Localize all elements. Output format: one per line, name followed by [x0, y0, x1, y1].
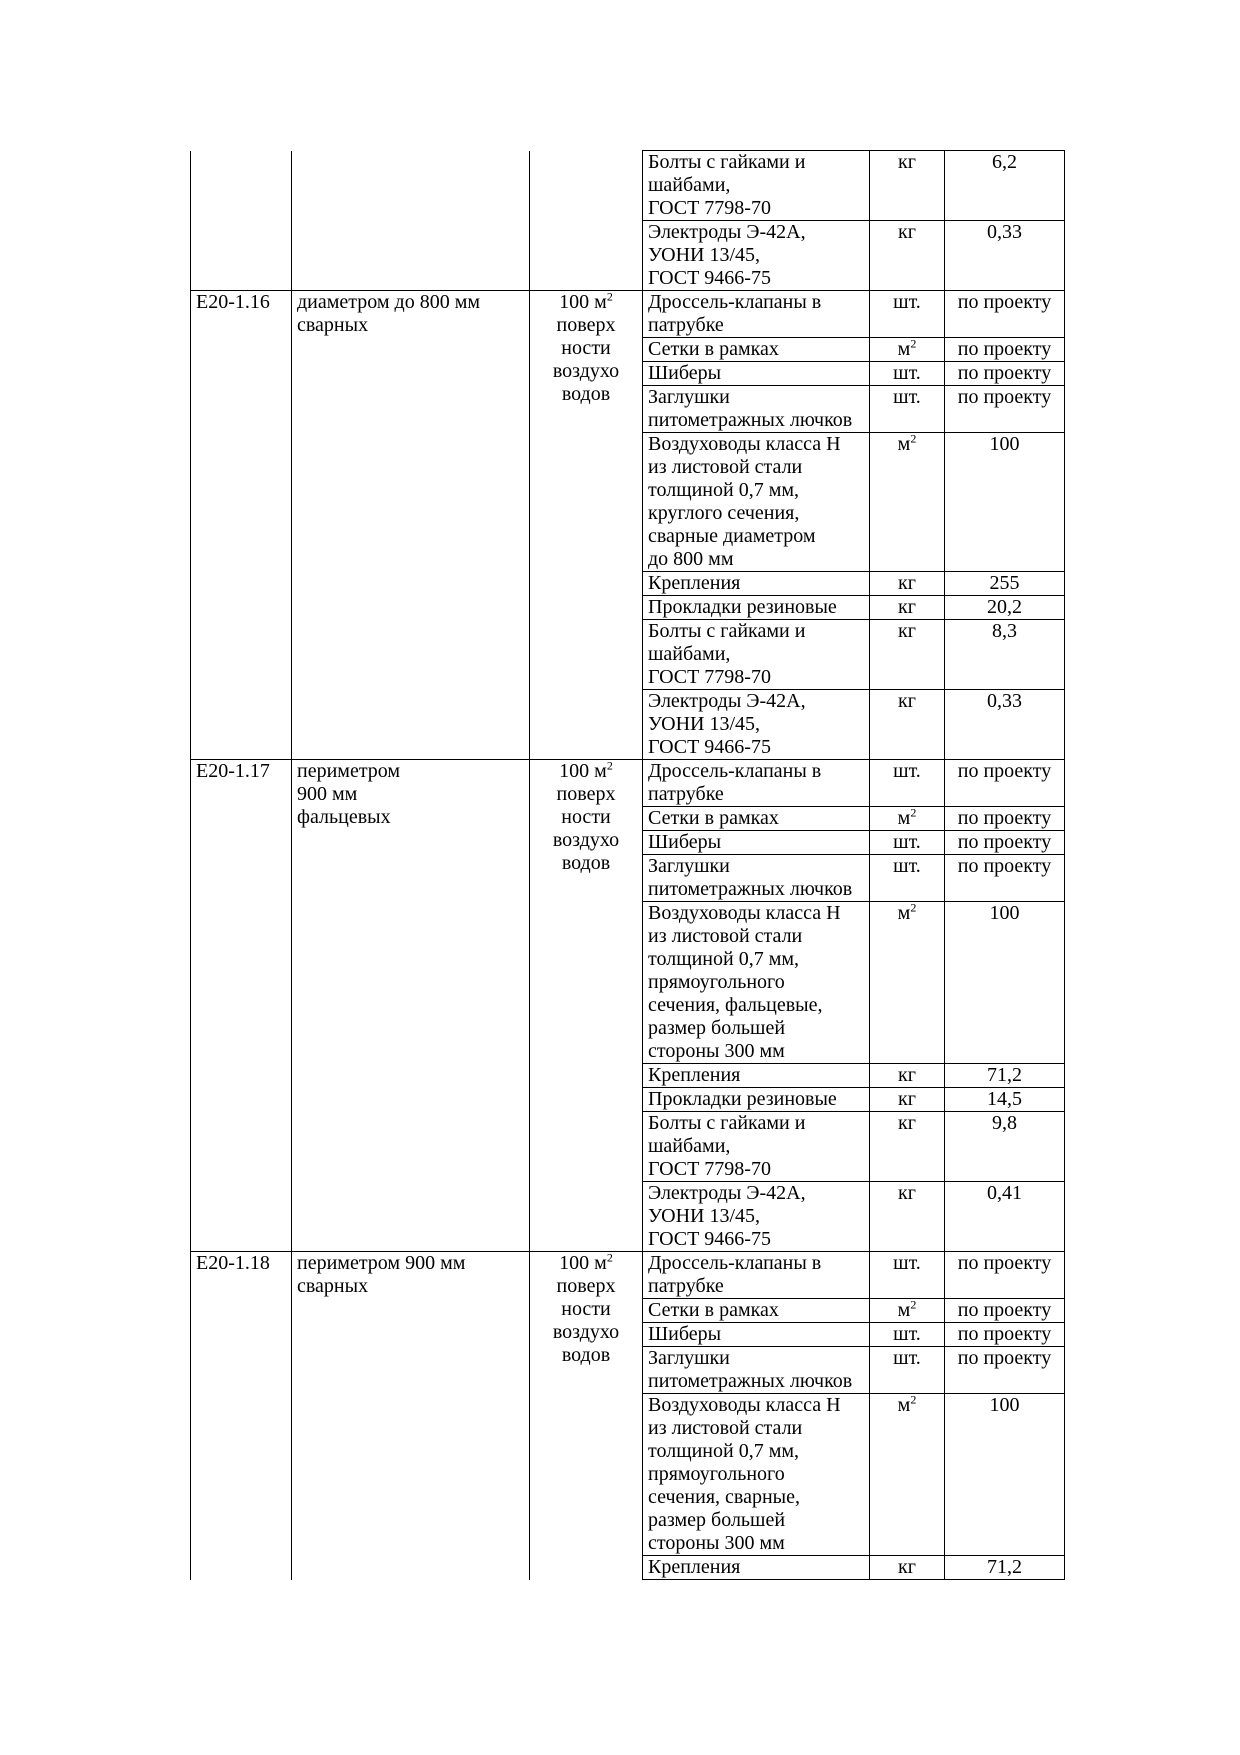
- material-unit: [870, 151, 945, 221]
- material-quantity: по проекту: [945, 807, 1065, 831]
- material-unit-superscript: 2: [910, 336, 917, 351]
- norm-unit: [530, 291, 643, 760]
- material-quantity: 14,5: [945, 1088, 1065, 1112]
- material-quantity: по проекту: [945, 362, 1065, 386]
- material-unit-label: кг: [898, 1088, 916, 1110]
- norm-unit: [530, 151, 643, 291]
- material-unit-label: кг: [898, 572, 916, 594]
- material-unit: [870, 1064, 945, 1088]
- material-name: Воздуховоды класса Н из листовой стали толщиной 0,7 мм, прямоугольного сечения, сварные, размер большей стороны 300 мм: [643, 1394, 870, 1556]
- material-quantity: 0,33: [945, 690, 1065, 760]
- material-quantity: 9,8: [945, 1112, 1065, 1182]
- material-unit-label: кг: [898, 1182, 916, 1204]
- material-unit: [870, 386, 945, 433]
- material-unit-label: шт.: [893, 291, 921, 313]
- norm-unit: [530, 1252, 643, 1580]
- norm-unit-description: поверх ности воздухо водов: [552, 314, 620, 405]
- material-unit-label: м: [897, 902, 911, 924]
- material-quantity: 6,2: [945, 151, 1065, 221]
- material-quantity: по проекту: [945, 831, 1065, 855]
- material-unit-label: шт.: [893, 1323, 921, 1345]
- material-name: Шиберы: [643, 831, 870, 855]
- material-unit-label: шт.: [893, 1252, 921, 1274]
- material-unit: [870, 596, 945, 620]
- material-quantity: по проекту: [945, 1252, 1065, 1299]
- material-name: Сетки в рамках: [643, 807, 870, 831]
- material-quantity: по проекту: [945, 291, 1065, 338]
- material-name: Электроды Э-42А, УОНИ 13/45, ГОСТ 9466-75: [643, 690, 870, 760]
- material-unit: [870, 1394, 945, 1556]
- material-unit-label: кг: [898, 620, 916, 642]
- material-name: Воздуховоды класса Н из листовой стали толщиной 0,7 мм, круглого сечения, сварные диаметром до 800 мм: [643, 433, 870, 572]
- material-unit: [870, 338, 945, 362]
- material-quantity: 255: [945, 572, 1065, 596]
- material-unit-superscript: 2: [910, 1392, 917, 1407]
- norm-unit: [530, 760, 643, 1252]
- material-unit-label: кг: [898, 1112, 916, 1134]
- material-name: Воздуховоды класса Н из листовой стали толщиной 0,7 мм, прямоугольного сечения, фальцевые, размер большей стороны 300 мм: [643, 902, 870, 1064]
- material-unit: [870, 690, 945, 760]
- norm-unit-value: 100 м: [559, 760, 607, 782]
- material-name: Сетки в рамках: [643, 1299, 870, 1323]
- document-page: [190, 150, 1065, 1580]
- table-row: [191, 760, 1065, 807]
- material-unit-superscript: 2: [910, 805, 917, 820]
- material-name: Заглушки питометражных лючков: [643, 1347, 870, 1394]
- material-unit: [870, 831, 945, 855]
- material-name: Электроды Э-42А, УОНИ 13/45, ГОСТ 9466-75: [643, 1182, 870, 1252]
- material-name: Дроссель-клапаны в патрубке: [643, 760, 870, 807]
- material-unit-label: шт.: [893, 760, 921, 782]
- material-quantity: 71,2: [945, 1556, 1065, 1580]
- material-unit-label: м: [897, 807, 911, 829]
- material-unit: [870, 1088, 945, 1112]
- material-name: Болты с гайками и шайбами, ГОСТ 7798-70: [643, 620, 870, 690]
- material-unit: [870, 433, 945, 572]
- material-unit-label: м: [897, 433, 911, 455]
- material-name: Заглушки питометражных лючков: [643, 855, 870, 902]
- material-name: Шиберы: [643, 1323, 870, 1347]
- material-name: Прокладки резиновые: [643, 596, 870, 620]
- material-unit: [870, 1323, 945, 1347]
- material-name: Шиберы: [643, 362, 870, 386]
- material-unit-label: м: [897, 338, 911, 360]
- table-row: [191, 151, 1065, 221]
- material-quantity: по проекту: [945, 1299, 1065, 1323]
- material-name: Дроссель-клапаны в патрубке: [643, 291, 870, 338]
- material-name: Электроды Э-42А, УОНИ 13/45, ГОСТ 9466-75: [643, 221, 870, 291]
- norm-code: Е20-1.17: [191, 760, 292, 1252]
- norm-name: периметром 900 мм сварных: [292, 1252, 530, 1580]
- material-quantity: 8,3: [945, 620, 1065, 690]
- norm-name: [292, 151, 530, 291]
- material-unit-label: м: [897, 1299, 911, 1321]
- material-unit: [870, 1252, 945, 1299]
- material-unit-label: шт.: [893, 362, 921, 384]
- norm-code: [191, 151, 292, 291]
- material-quantity: по проекту: [945, 760, 1065, 807]
- material-quantity: 0,33: [945, 221, 1065, 291]
- material-unit: [870, 221, 945, 291]
- material-unit: [870, 620, 945, 690]
- material-unit-label: шт.: [893, 1347, 921, 1369]
- material-name: Прокладки резиновые: [643, 1088, 870, 1112]
- material-unit: [870, 362, 945, 386]
- material-unit-label: кг: [898, 596, 916, 618]
- material-unit-superscript: 2: [910, 431, 917, 446]
- material-quantity: 100: [945, 902, 1065, 1064]
- norm-code: Е20-1.16: [191, 291, 292, 760]
- material-unit-label: кг: [898, 690, 916, 712]
- norm-unit-superscript: 2: [606, 289, 613, 304]
- material-name: Дроссель-клапаны в патрубке: [643, 1252, 870, 1299]
- material-quantity: по проекту: [945, 855, 1065, 902]
- material-unit-label: кг: [898, 1064, 916, 1086]
- material-quantity: 0,41: [945, 1182, 1065, 1252]
- material-unit-label: шт.: [893, 386, 921, 408]
- material-quantity: по проекту: [945, 386, 1065, 433]
- material-unit: [870, 760, 945, 807]
- material-name: Болты с гайками и шайбами, ГОСТ 7798-70: [643, 151, 870, 221]
- material-unit: [870, 1299, 945, 1323]
- material-name: Крепления: [643, 1064, 870, 1088]
- material-unit-label: кг: [898, 1556, 916, 1578]
- material-name: Крепления: [643, 1556, 870, 1580]
- material-quantity: 20,2: [945, 596, 1065, 620]
- norm-unit-value: 100 м: [559, 1252, 607, 1274]
- material-unit: [870, 572, 945, 596]
- material-unit: [870, 1112, 945, 1182]
- material-unit-label: шт.: [893, 855, 921, 877]
- material-unit: [870, 855, 945, 902]
- material-quantity: 100: [945, 1394, 1065, 1556]
- material-name: Заглушки питометражных лючков: [643, 386, 870, 433]
- norms-table-body: [191, 151, 1065, 1580]
- norm-name: диаметром до 800 мм сварных: [292, 291, 530, 760]
- norms-table: [190, 150, 1065, 1580]
- material-unit-label: кг: [898, 151, 916, 173]
- material-unit: [870, 291, 945, 338]
- norm-unit-description: поверх ности воздухо водов: [552, 1275, 620, 1366]
- material-name: Крепления: [643, 572, 870, 596]
- material-unit-label: м: [897, 1394, 911, 1416]
- norm-unit-superscript: 2: [606, 1250, 613, 1265]
- material-quantity: по проекту: [945, 338, 1065, 362]
- material-unit-superscript: 2: [910, 1297, 917, 1312]
- material-quantity: 71,2: [945, 1064, 1065, 1088]
- material-quantity: по проекту: [945, 1347, 1065, 1394]
- table-row: [191, 291, 1065, 338]
- norm-name: периметром 900 мм фальцевых: [292, 760, 530, 1252]
- material-unit: [870, 1182, 945, 1252]
- material-unit-label: шт.: [893, 831, 921, 853]
- table-row: [191, 1252, 1065, 1299]
- material-unit-superscript: 2: [910, 900, 917, 915]
- material-name: Болты с гайками и шайбами, ГОСТ 7798-70: [643, 1112, 870, 1182]
- norm-unit-value: 100 м: [559, 291, 607, 313]
- material-unit: [870, 807, 945, 831]
- material-unit: [870, 902, 945, 1064]
- material-quantity: по проекту: [945, 1323, 1065, 1347]
- norm-code: Е20-1.18: [191, 1252, 292, 1580]
- norm-unit-superscript: 2: [606, 758, 613, 773]
- material-unit-label: кг: [898, 221, 916, 243]
- material-quantity: 100: [945, 433, 1065, 572]
- material-unit: [870, 1556, 945, 1580]
- material-unit: [870, 1347, 945, 1394]
- material-name: Сетки в рамках: [643, 338, 870, 362]
- norm-unit-description: поверх ности воздухо водов: [552, 783, 620, 874]
